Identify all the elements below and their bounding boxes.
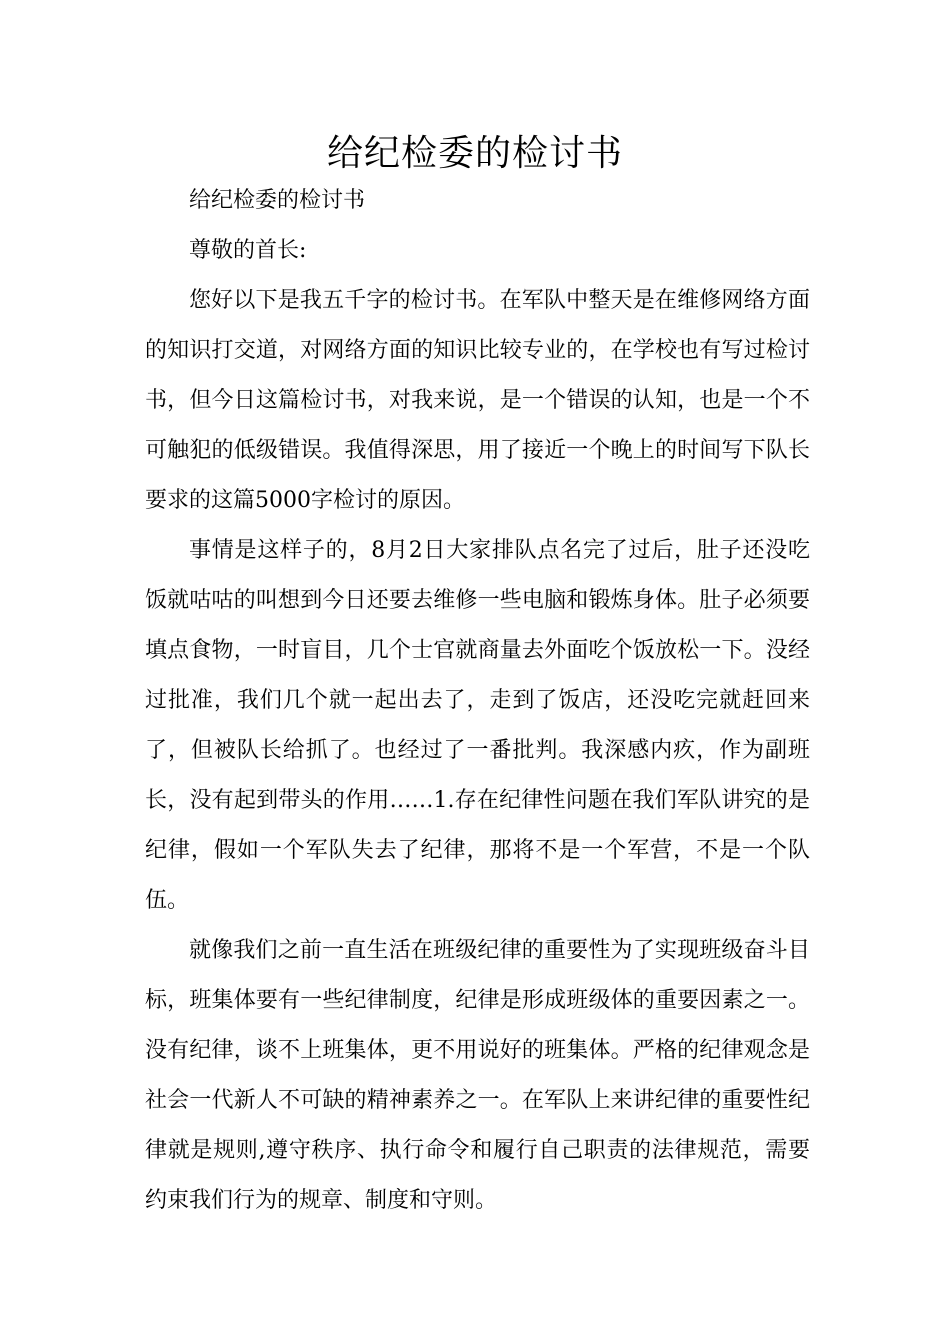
paragraph-subtitle: 给纪检委的检讨书 [189, 188, 366, 213]
paragraph-salutation: 尊敬的首长: [189, 238, 307, 263]
document-body [145, 176, 810, 1226]
document-title: 给纪检委的检讨书 [326, 133, 623, 174]
paragraph-incident: 事情是这样子的，8月2日大家排队点名完了过后，肚子还没吃饭就咕咕的叫想到今日还要去维修一些电脑和锻炼身体。肚子必须要填点食物，一时盲目，几个士官就商量去外面吃个饭放松一下。没经过批准，我们几个就一起出去了，走到了饭店，还没吃完就赶回来了，但被队长给抓了。也经过了一番批判。我深感内疚，作为副班长，没有起到带头的作用……1.存在纪律性问题在我们军队讲究的是纪律，假如一个军队失去了纪律，那将不是一个军营，不是一个队伍。 [145, 538, 810, 913]
paragraph-intro: 您好以下是我五千字的检讨书。在军队中整天是在维修网络方面的知识打交道，对网络方面的知识比较专业的，在学校也有写过检讨书，但今日这篇检讨书，对我来说，是一个错误的认知，也是一个不可触犯的低级错误。我值得深思，用了接近一个晚上的时间写下队长要求的这篇5000字检讨的原因。 [145, 288, 810, 513]
paragraph-discipline: 就像我们之前一直生活在班级纪律的重要性为了实现班级奋斗目标，班集体要有一些纪律制度，纪律是形成班级体的重要因素之一。没有纪律，谈不上班集体，更不用说好的班集体。严格的纪律观念是社会一代新人不可缺的精神素养之一。在军队上来讲纪律的重要性纪律就是规则,遵守秩序、执行命令和履行自己职责的法律规范，需要约束我们行为的规章、制度和守则。 [145, 938, 810, 1213]
